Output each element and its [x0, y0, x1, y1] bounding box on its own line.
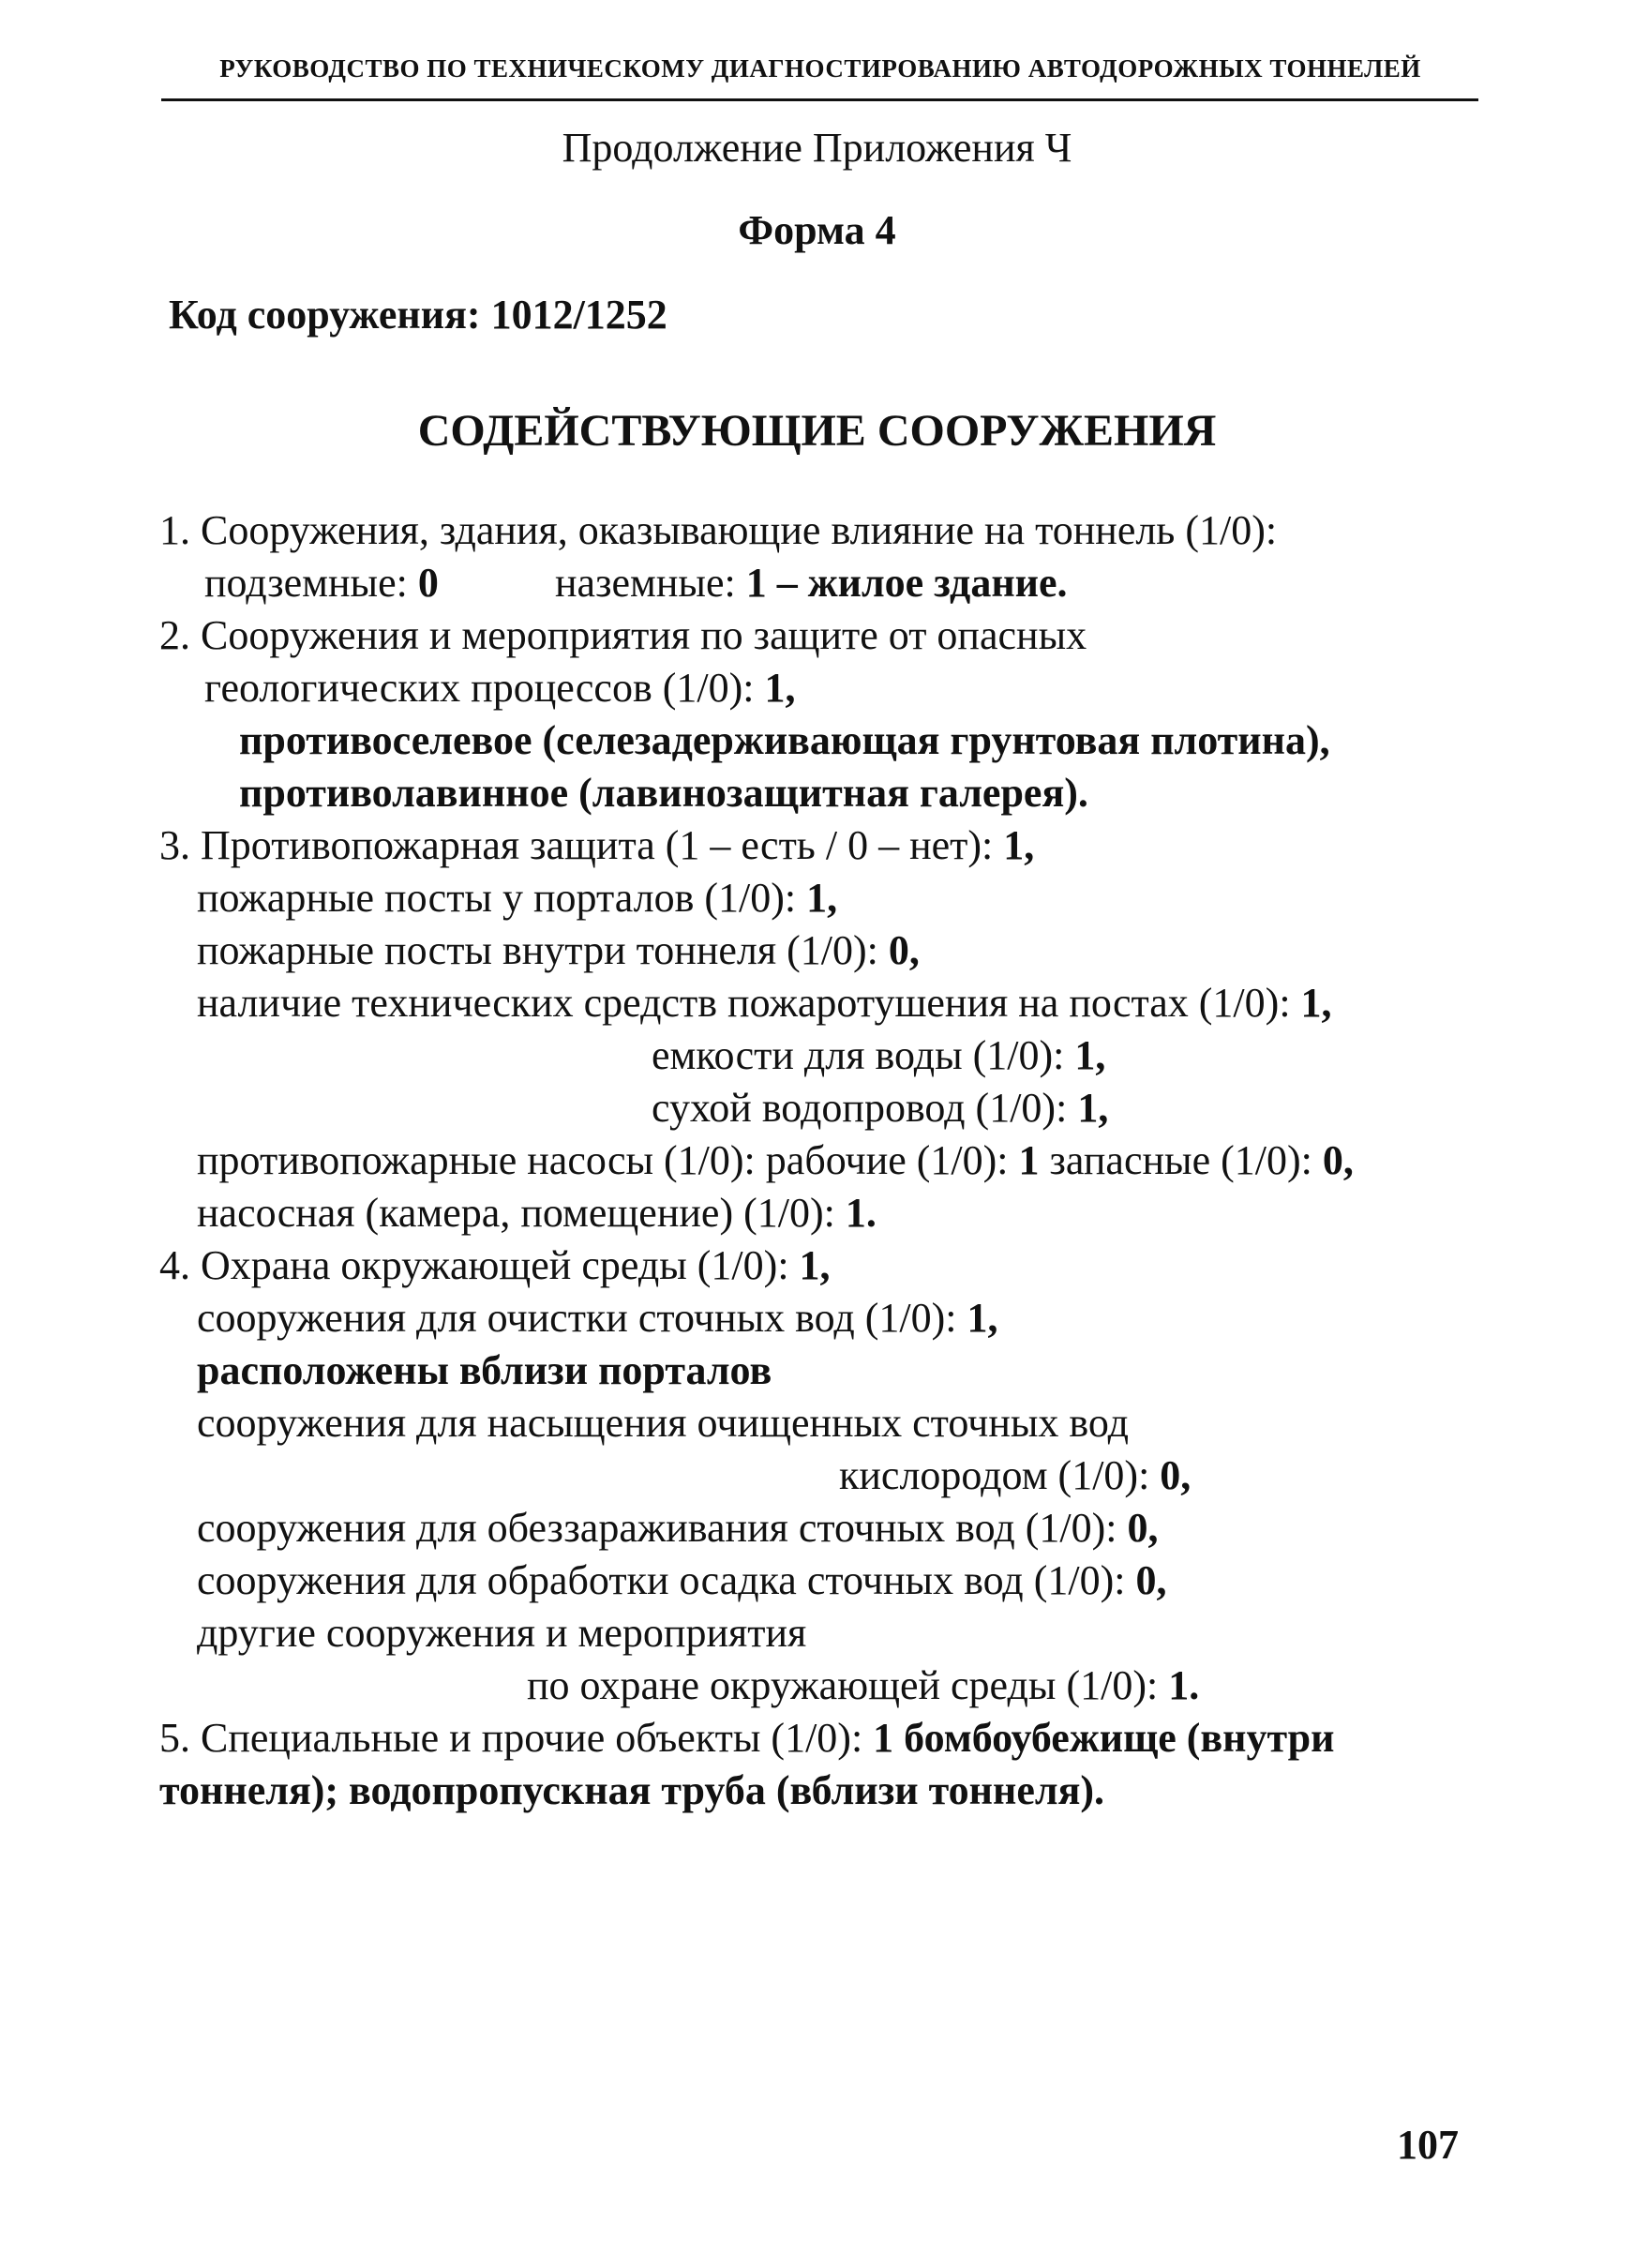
item-2-number: 2. — [159, 612, 190, 658]
item-3-dry-pipe: сухой водопровод (1/0): 1, — [652, 1085, 1109, 1131]
item-4-oxygen-line-2: кислородом (1/0): 0, — [839, 1452, 1192, 1498]
structure-code-label: Код сооружения: — [169, 292, 481, 338]
item-2-avalanche: противолавинное (лавинозащитная галерея). — [239, 770, 1088, 816]
item-4: 4. Охрана окружающей среды (1/0): 1, — [159, 1242, 831, 1288]
item-4-sludge: сооружения для обработки осадка сточных вод (1/0): 0, — [197, 1557, 1167, 1603]
item-4-cleaning: сооружения для очистки сточных вод (1/0): 1, — [197, 1295, 998, 1341]
form-title: Форма 4 — [738, 207, 896, 253]
item-4-oxygen-line-1: сооружения для насыщения очищенных сточных вод — [197, 1400, 1130, 1446]
item-4-number: 4. — [159, 1242, 190, 1288]
item-2-line-2: геологических процессов (1/0): 1, — [204, 665, 796, 711]
item-4-other-line-2: по охране окружающей среды (1/0): 1. — [527, 1662, 1200, 1708]
item-3-pump-room: насосная (камера, помещение) (1/0): 1. — [197, 1190, 877, 1236]
item-4-near-portals: расположены вблизи порталов — [197, 1347, 772, 1393]
item-3-tanks: емкости для воды (1/0): 1, — [652, 1032, 1106, 1078]
running-head: РУКОВОДСТВО ПО ТЕХНИЧЕСКОМУ ДИАГНОСТИРОВАНИЮ АВТОДОРОЖНЫХ ТОННЕЛЕЙ — [219, 54, 1421, 83]
item-5-line-2: тоннеля); водопропускная труба (вблизи тоннеля). — [159, 1767, 1105, 1813]
page-number: 107 — [1397, 2122, 1459, 2168]
header-rule — [161, 98, 1478, 101]
item-4-disinfection: сооружения для обеззараживания сточных вод (1/0): 0, — [197, 1505, 1159, 1551]
item-1 — [159, 504, 1277, 556]
item-1-text: Сооружения, здания, оказывающие влияние на тоннель (1/0): — [201, 507, 1278, 553]
item-3-pumps: противопожарные насосы (1/0): рабочие (1/0): 1 запасные (1/0): 0, — [197, 1137, 1354, 1183]
section-title: СОДЕЙСТВУЮЩИЕ СООРУЖЕНИЯ — [417, 406, 1217, 456]
item-5: 5. Специальные и прочие объекты (1/0): 1 бомбоубежище (внутри — [159, 1715, 1335, 1761]
item-5-number: 5. — [159, 1715, 190, 1761]
structure-code — [169, 289, 667, 340]
item-1-underground: подземные: 0 — [204, 560, 439, 606]
item-3-number: 3. — [159, 822, 190, 868]
structure-code-value: 1012/1252 — [490, 292, 667, 338]
item-2: 2. Сооружения и мероприятия по защите от опасных — [159, 612, 1087, 658]
continuation-title: Продолжение Приложения Ч — [562, 125, 1072, 171]
item-3: 3. Противопожарная защита (1 – есть / 0 – нет): 1, — [159, 822, 1035, 868]
item-4-other-line-1: другие сооружения и мероприятия — [197, 1610, 807, 1656]
item-3-means: наличие технических средств пожаротушения на постах (1/0): 1, — [197, 980, 1332, 1026]
item-1-aboveground: наземные: 1 – жилое здание. — [555, 560, 1068, 606]
item-1-number: 1. — [159, 507, 190, 553]
item-3-posts-portals: пожарные посты у порталов (1/0): 1, — [197, 875, 838, 921]
item-2-mudflow: противоселевое (селезадерживающая грунтовая плотина), — [239, 717, 1330, 763]
item-3-posts-inside: пожарные посты внутри тоннеля (1/0): 0, — [197, 927, 920, 973]
